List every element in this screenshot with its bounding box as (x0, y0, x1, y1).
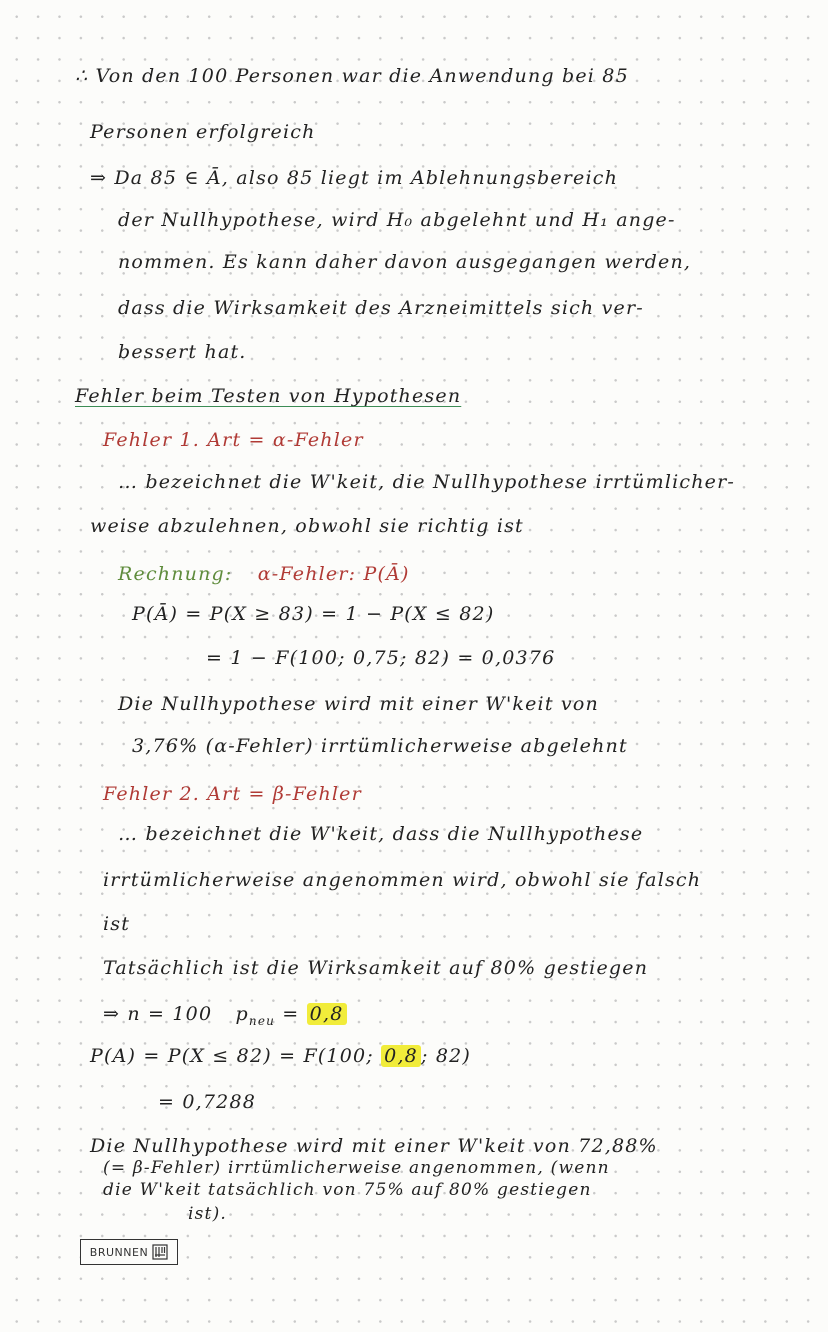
text-line-25: Die Nullhypothese wird mit einer W'keit von 72,88% (90, 1135, 658, 1157)
calculation-line (118, 562, 410, 586)
highlight-p-value: 0,8 (381, 1045, 421, 1067)
text-line-6: dass die Wirksamkeit des Arzneimittels sich ver- (118, 297, 644, 319)
formula-line-5: = 0,7288 (158, 1091, 257, 1113)
text-line-2: Personen erfolgreich (90, 121, 316, 143)
text-line-28: ist). (188, 1204, 228, 1224)
brunnen-mark-icon (152, 1244, 168, 1260)
text-line-15: Die Nullhypothese wird mit einer W'keit von (118, 693, 599, 715)
text-line-7: bessert hat. (118, 341, 247, 363)
text-line-1: ∴ Von den 100 Personen war die Anwendung bei 85 (75, 65, 629, 87)
formula-line-3 (103, 1002, 347, 1033)
text-line-4: der Nullhypothese, wird H₀ abgelehnt und H₁ ange- (118, 209, 676, 231)
brunnen-logo-text: BRUNNEN (89, 1245, 149, 1259)
n-value: ⇒ n = 100 (103, 1003, 213, 1025)
highlight-p-new: 0,8 (307, 1003, 347, 1025)
text-line-18: … bezeichnet die W'keit, dass die Nullhypothese (118, 823, 644, 845)
calculation-label: Rechnung: (118, 563, 233, 585)
text-line-16: 3,76% (α-Fehler) irrtümlicherweise abgelehnt (132, 735, 628, 757)
text-line-3: ⇒ Da 85 ∈ Ā, also 85 liegt im Ablehnungsbereich (90, 167, 619, 189)
text-line-20: ist (103, 913, 131, 935)
p-new-label: $p_{neu}$ = (235, 1003, 307, 1028)
text-line-19: irrtümlicherweise angenommen wird, obwohl sie falsch (103, 869, 702, 891)
section-heading: Fehler beim Testen von Hypothesen (75, 385, 462, 407)
error-type-1-heading: Fehler 1. Art = α-Fehler (103, 429, 364, 451)
formula-line-1: P(Ā) = P(X ≥ 83) = 1 − P(X ≤ 82) (132, 603, 495, 625)
text-line-26: (= β-Fehler) irrtümlicherweise angenommen, (wenn (103, 1158, 610, 1178)
error-type-2-heading: Fehler 2. Art = β-Fehler (103, 783, 362, 805)
formula-line-4: P(A) = P(X ≤ 82) = F(100; 0,8 ; 82) (90, 1045, 472, 1067)
brunnen-logo (80, 1239, 178, 1265)
formula-line-2: = 1 − F(100; 0,75; 82) = 0,0376 (206, 647, 556, 669)
alpha-error-label: α-Fehler: P(Ā) (257, 563, 410, 585)
text-line-11: weise abzulehnen, obwohl sie richtig ist (90, 515, 524, 537)
text-line-21: Tatsächlich ist die Wirksamkeit auf 80% gestiegen (103, 957, 649, 979)
text-line-27: die W'keit tatsächlich von 75% auf 80% gestiegen (103, 1180, 592, 1200)
text-line-10: … bezeichnet die W'keit, die Nullhypothese irrtümlicher- (118, 471, 736, 493)
text-line-5: nommen. Es kann daher davon ausgegangen werden, (118, 251, 692, 273)
